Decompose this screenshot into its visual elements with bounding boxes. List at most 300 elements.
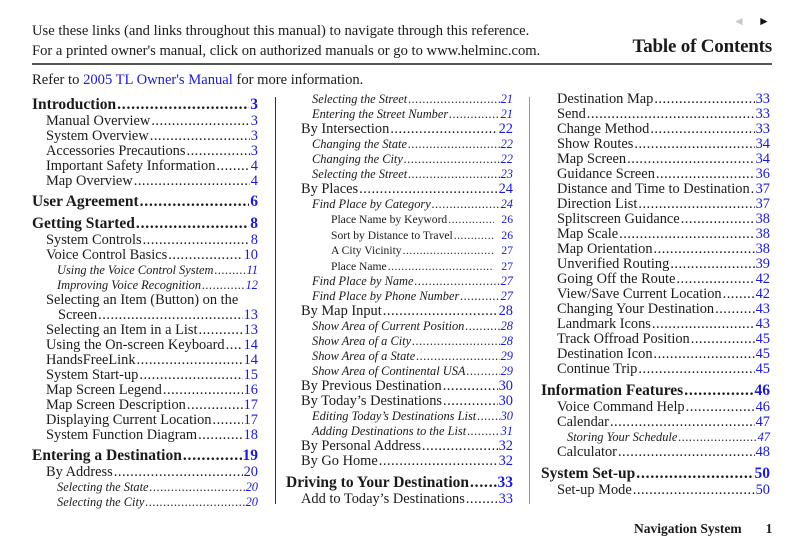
toc-entry-title: Map Overview [46, 173, 133, 189]
footer-page-number: 1 [765, 521, 773, 536]
dot-leader [212, 413, 242, 428]
toc-entry-title: Show Routes [557, 136, 634, 152]
toc-entry-link[interactable] [541, 227, 770, 242]
toc-page-number[interactable]: 24 [500, 197, 513, 211]
toc-subentry-link[interactable] [32, 480, 258, 495]
toc-entry-link[interactable] [32, 413, 258, 428]
toc-entry-link[interactable] [32, 338, 258, 353]
dot-leader [638, 362, 754, 377]
toc-entry-title: Changing Your Destination [557, 301, 715, 317]
toc-page-number[interactable]: 37 [755, 196, 770, 212]
toc-page-number[interactable]: 47 [757, 430, 770, 444]
toc-subentry-link[interactable] [301, 319, 513, 334]
toc-entry-link[interactable] [541, 347, 770, 362]
toc-entry-title: Driving to Your Destination [286, 474, 469, 491]
toc-page-number[interactable]: 21 [500, 107, 513, 121]
toc-subentry-link[interactable] [301, 107, 513, 122]
toc-page-number[interactable]: 3 [250, 143, 258, 159]
toc-entry-title: Displaying Current Location [46, 412, 212, 428]
toc-page-number[interactable]: 6 [250, 193, 258, 210]
toc-page-number[interactable]: 26 [501, 228, 513, 242]
toc-page-number[interactable]: 22 [500, 152, 513, 166]
toc-entry-link[interactable] [541, 302, 770, 317]
toc-section-link[interactable] [286, 473, 513, 492]
toc-entry-link[interactable] [541, 197, 770, 212]
dot-leader [467, 424, 499, 439]
toc-entry-title: Add to Today’s Destinations [301, 491, 465, 507]
toc-entry-title: Destination Icon [557, 346, 653, 362]
toc-page-number[interactable]: 20 [245, 495, 258, 509]
toc-entry-title: Introduction [32, 96, 117, 113]
toc-page-number[interactable]: 4 [250, 173, 258, 189]
dot-leader [226, 338, 243, 353]
toc-entry-link[interactable] [301, 394, 513, 409]
toc-page-number[interactable]: 13 [243, 307, 258, 323]
toc-entry-title: Destination Map [557, 91, 654, 107]
toc-entry-title: Unverified Routing [557, 256, 670, 272]
toc-entry-title: Sort by Distance to Travel [331, 228, 453, 242]
toc-entry-link[interactable] [541, 152, 770, 167]
toc-subentry-link[interactable] [541, 430, 770, 445]
dot-leader [638, 197, 754, 212]
dot-leader [618, 445, 755, 460]
toc-entry-title: Map Screen [557, 151, 627, 167]
toc-entry-link[interactable] [541, 445, 770, 460]
toc-page-number[interactable]: 20 [245, 480, 258, 494]
dot-leader [470, 473, 497, 492]
toc-page-number[interactable]: 27 [501, 244, 513, 257]
toc-subsubentry-link[interactable] [301, 212, 513, 228]
toc-page-number[interactable]: 45 [755, 361, 770, 377]
toc-entry-title: Selecting an Item (Button) on the [46, 292, 239, 308]
toc-subentry-link[interactable] [301, 424, 513, 439]
toc-page-number[interactable]: 21 [500, 92, 513, 106]
footer-section-title: Navigation System [634, 521, 742, 536]
toc-page-number[interactable]: 50 [754, 465, 770, 482]
toc-entry-link[interactable] [541, 182, 770, 197]
toc-entry-title: Manual Overview [46, 113, 151, 129]
toc-page-number[interactable]: 27 [501, 259, 513, 273]
toc-entry-title: Distance and Time to Destination [557, 181, 750, 197]
toc-page-number[interactable]: 46 [754, 382, 770, 399]
toc-entry-title: Calculator [557, 444, 617, 460]
next-page-arrow-icon[interactable]: ► [758, 14, 770, 28]
toc-page-number[interactable]: 29 [500, 349, 513, 363]
toc-page-number[interactable]: 14 [243, 337, 258, 353]
dot-leader [412, 334, 499, 349]
dot-leader [186, 144, 249, 159]
dot-leader [416, 349, 499, 364]
toc-subentry-link[interactable] [301, 274, 513, 289]
dot-leader [145, 495, 244, 510]
dot-leader [114, 465, 243, 480]
toc-section-link[interactable] [541, 464, 770, 483]
intro-line-2: For a printed owner's manual, click on authorized manuals or go to www.helminc.com. [32, 43, 541, 59]
dot-leader [415, 274, 500, 289]
toc-entry-title: Track Offroad Position [557, 331, 690, 347]
toc-entry-title: By Intersection [301, 121, 390, 137]
toc-entry-link[interactable] [541, 415, 770, 430]
toc-subentry-link[interactable] [301, 349, 513, 364]
toc-entry-link[interactable] [32, 248, 258, 263]
toc-entry-title: By Previous Destination [301, 378, 442, 394]
toc-entry-link[interactable] [541, 212, 770, 227]
dot-leader [150, 480, 245, 495]
toc-entry-title: Improving Voice Recognition [57, 278, 202, 292]
previous-page-arrow-icon[interactable]: ◄ [733, 14, 745, 28]
toc-subsubentry-link[interactable] [301, 243, 513, 259]
toc-entry-link[interactable] [32, 144, 258, 159]
toc-entry-title: Selecting the State [57, 480, 149, 494]
toc-entry-link[interactable] [301, 454, 513, 469]
toc-subentry-link[interactable] [301, 289, 513, 304]
refer-suffix: for more information. [232, 72, 364, 88]
toc-section-link[interactable] [32, 446, 258, 465]
toc-page-number[interactable]: 12 [245, 278, 258, 292]
toc-page-number[interactable]: 17 [243, 412, 258, 428]
toc-page-number[interactable]: 38 [755, 226, 770, 242]
toc-section-link[interactable] [32, 214, 258, 233]
toc-page-number[interactable]: 22 [500, 137, 513, 151]
toc-subentry-link[interactable] [301, 137, 513, 152]
toc-entry-title: Landmark Icons [557, 316, 651, 332]
dot-leader [650, 122, 754, 137]
toc-entry-title: Selecting the Street [312, 167, 408, 181]
dot-leader [477, 409, 499, 424]
toc-entry-link[interactable] [32, 368, 258, 383]
toc-page-number[interactable]: 17 [243, 397, 258, 413]
toc-subsubentry-link[interactable] [301, 228, 513, 244]
toc-entry-link[interactable] [32, 233, 258, 248]
refer-line [32, 70, 363, 90]
toc-entry-link[interactable] [541, 287, 770, 302]
toc-page-number[interactable]: 33 [497, 474, 513, 491]
toc-entry-link[interactable] [301, 304, 513, 319]
toc-page-number[interactable]: 3 [250, 96, 258, 113]
toc-subentry-link[interactable] [32, 495, 258, 510]
dot-leader [143, 233, 250, 248]
toc-entry-link[interactable] [32, 465, 258, 480]
toc-page-number[interactable]: 32 [498, 453, 513, 469]
toc-page-number[interactable]: 18 [243, 427, 258, 443]
toc-column-2 [286, 92, 513, 507]
toc-subentry-link[interactable] [32, 278, 258, 293]
toc-entry-title: Important Safety Information [46, 158, 216, 174]
dot-leader [168, 248, 242, 263]
dot-leader [751, 182, 755, 197]
toc-entry-title: Adding Destinations to the List [312, 424, 467, 438]
toc-page-number[interactable]: 28 [498, 303, 513, 319]
toc-page-number[interactable]: 38 [755, 211, 770, 227]
toc-page-number[interactable]: 31 [500, 424, 513, 438]
toc-entry-title: Place Name [331, 259, 387, 273]
toc-entry-title: Guidance Screen [557, 166, 655, 182]
toc-entry-title: Splitscreen Guidance [557, 211, 680, 227]
toc-page-number[interactable]: 39 [755, 256, 770, 272]
toc-page-number[interactable]: 20 [243, 464, 258, 480]
toc-page-number[interactable]: 33 [755, 121, 770, 137]
toc-entry-link[interactable] [32, 159, 258, 174]
dot-leader [388, 259, 495, 275]
toc-entry-title: By Places [301, 181, 359, 197]
toc-entry-title: System Controls [46, 232, 142, 248]
toc-page-number[interactable]: 33 [498, 491, 513, 507]
toc-entry-title: By Address [46, 464, 113, 480]
toc-subentry-link[interactable] [301, 152, 513, 167]
dot-leader [670, 257, 754, 272]
toc-entry-title: Show Area of Continental USA [312, 364, 466, 378]
toc-page-number[interactable]: 28 [500, 319, 513, 333]
toc-page-number[interactable]: 3 [250, 113, 258, 129]
toc-entry-link[interactable] [541, 242, 770, 257]
dot-leader [187, 398, 243, 413]
toc-page-number[interactable]: 15 [243, 367, 258, 383]
toc-entry-link[interactable] [541, 137, 770, 152]
toc-entry-title: View/Save Current Location [557, 286, 722, 302]
toc-section-link[interactable] [32, 95, 258, 114]
toc-page-number[interactable]: 23 [500, 167, 513, 181]
toc-entry-link[interactable] [541, 483, 770, 498]
toc-page-number[interactable]: 30 [500, 409, 513, 423]
dot-leader [443, 379, 498, 394]
toc-entry-link[interactable] [32, 353, 258, 368]
toc-entry-link[interactable] [32, 398, 258, 413]
toc-page-number[interactable]: 48 [755, 444, 770, 460]
toc-subentry-link[interactable] [301, 92, 513, 107]
toc-entry-title: Information Features [541, 382, 684, 399]
toc-page-number[interactable]: 13 [243, 322, 258, 338]
dot-leader [98, 308, 242, 323]
toc-entry-title: Direction List [557, 196, 638, 212]
dot-leader [214, 263, 245, 278]
toc-page-number[interactable]: 29 [500, 364, 513, 378]
dot-leader [408, 167, 499, 182]
toc-page-number[interactable]: 30 [498, 393, 513, 409]
dot-leader [422, 439, 498, 454]
toc-entry-link[interactable] [301, 379, 513, 394]
toc-entry-link[interactable] [541, 272, 770, 287]
toc-entry-title: Show Area of a State [312, 349, 416, 363]
toc-entry-link[interactable] [541, 257, 770, 272]
toc-page-number[interactable]: 36 [755, 166, 770, 182]
toc-page-number[interactable]: 27 [500, 274, 513, 288]
dot-leader [449, 107, 499, 122]
toc-page-number[interactable]: 16 [243, 382, 258, 398]
dot-leader [610, 415, 755, 430]
toc-subentry-link[interactable] [301, 197, 513, 212]
dot-leader [656, 167, 755, 182]
dot-leader [654, 347, 755, 362]
dot-leader [678, 430, 756, 445]
toc-page-number[interactable]: 33 [755, 106, 770, 122]
dot-leader [216, 159, 249, 174]
toc-entry-link[interactable] [541, 167, 770, 182]
dot-leader [404, 152, 500, 167]
dot-leader [432, 197, 500, 212]
toc-entry-link[interactable] [541, 362, 770, 377]
toc-entry-title: Using the Voice Control System [57, 263, 214, 277]
toc-entry-title: By Map Input [301, 303, 382, 319]
dot-leader [467, 364, 500, 379]
dot-leader [633, 483, 755, 498]
toc-entry-link[interactable] [32, 323, 258, 338]
toc-page-number[interactable]: 43 [755, 316, 770, 332]
dot-leader [136, 214, 249, 233]
toc-page-number[interactable]: 28 [500, 334, 513, 348]
toc-entry-title: Map Scale [557, 226, 619, 242]
page-footer [634, 521, 772, 537]
toc-subentry-link[interactable] [301, 409, 513, 424]
toc-entry-title: Show Area of Current Position [312, 319, 465, 333]
toc-entry-link[interactable] [32, 428, 258, 443]
dot-leader [443, 394, 498, 409]
toc-page-number[interactable]: 42 [755, 286, 770, 302]
dot-leader [466, 492, 498, 507]
toc-entry-link[interactable] [301, 182, 513, 197]
toc-page-number[interactable]: 45 [755, 346, 770, 362]
toc-page-number[interactable]: 27 [500, 289, 513, 303]
toc-entry-title: Entering a Destination [32, 447, 182, 464]
toc-page-number[interactable]: 24 [498, 181, 513, 197]
toc-subentry-link[interactable] [32, 263, 258, 278]
dot-leader [465, 319, 499, 334]
toc-entry-link[interactable] [301, 122, 513, 137]
toc-page-number[interactable]: 42 [755, 271, 770, 287]
toc-entry-link[interactable] [32, 129, 258, 144]
dot-leader [383, 304, 498, 319]
toc-page-number[interactable]: 19 [242, 447, 258, 464]
toc-page-number[interactable]: 10 [243, 247, 258, 263]
toc-entry-title: Voice Command Help [557, 399, 685, 415]
dot-leader [408, 137, 500, 152]
toc-entry-link[interactable] [301, 439, 513, 454]
intro-text [32, 21, 540, 61]
toc-entry-title: System Function Diagram [46, 427, 198, 443]
dot-leader [202, 278, 245, 293]
toc-entry-title: Selecting the Street [312, 92, 408, 106]
toc-entry-title: Map Screen Legend [46, 382, 162, 398]
toc-entry-title: Storing Your Schedule [567, 430, 678, 444]
dot-leader [627, 152, 754, 167]
toc-entry-title: System Set-up [541, 465, 636, 482]
toc-page-number[interactable]: 34 [755, 151, 770, 167]
toc-page-number[interactable]: 37 [755, 181, 770, 197]
toc-page-number[interactable]: 45 [755, 331, 770, 347]
toc-entry-link[interactable] [541, 400, 770, 415]
toc-page-number[interactable]: 26 [501, 213, 513, 226]
toc-subsubentry-link[interactable] [301, 259, 513, 275]
dot-leader [634, 137, 754, 152]
toc-page-number[interactable]: 46 [755, 399, 770, 415]
toc-entry-title: Show Area of a City [312, 334, 412, 348]
dot-leader [198, 323, 242, 338]
toc-entry-title: Changing the City [312, 152, 403, 166]
toc-page-number[interactable]: 8 [250, 215, 258, 232]
dot-leader [723, 287, 755, 302]
toc-entry-title: Find Place by Name [312, 274, 414, 288]
toc-entry-title-cont: Screen [58, 307, 98, 323]
toc-entry-title: By Go Home [301, 453, 378, 469]
toc-page-number[interactable]: 22 [498, 121, 513, 137]
toc-entry-title: System Overview [46, 128, 149, 144]
dot-leader [454, 228, 495, 244]
dot-leader [686, 400, 755, 415]
toc-entry-title: Editing Today’s Destinations List [312, 409, 477, 423]
toc-page-number[interactable]: 43 [755, 301, 770, 317]
dot-leader [654, 242, 755, 257]
toc-entry-title: Find Place by Category [312, 197, 431, 211]
toc-entry-link[interactable] [541, 92, 770, 107]
toc-entry-link[interactable] [301, 492, 513, 507]
dot-leader [684, 381, 753, 400]
toc-entry-title: User Agreement [32, 193, 139, 210]
toc-entry-link[interactable] [541, 107, 770, 122]
toc-page-number[interactable]: 32 [498, 438, 513, 454]
toc-page-number[interactable]: 3 [250, 128, 258, 144]
toc-entry-link[interactable] [32, 114, 258, 129]
toc-entry-title: Set-up Mode [557, 482, 632, 498]
toc-entry-title: Selecting the City [57, 495, 145, 509]
toc-page-number[interactable]: 50 [755, 482, 770, 498]
toc-entry-link[interactable] [541, 122, 770, 137]
intro-line-1: Use these links (and links throughout this manual) to navigate through this reference. [32, 23, 530, 39]
toc-entry-link[interactable] [32, 383, 258, 398]
dot-leader [460, 289, 499, 304]
toc-page-number[interactable]: 33 [755, 91, 770, 107]
toc-entry-link[interactable] [541, 317, 770, 332]
toc-section-link[interactable] [541, 381, 770, 400]
dot-leader [587, 107, 755, 122]
toc-section-link[interactable] [32, 192, 258, 211]
toc-subentry-link[interactable] [301, 364, 513, 379]
toc-entry-title: Map Screen Description [46, 397, 186, 413]
toc-entry-link[interactable] [541, 332, 770, 347]
dot-leader [403, 243, 495, 259]
dot-leader [691, 332, 755, 347]
toc-subentry-link[interactable] [301, 167, 513, 182]
toc-page-number[interactable]: 34 [755, 136, 770, 152]
toc-page-number[interactable]: 14 [243, 352, 258, 368]
dot-leader [183, 446, 242, 465]
toc-page-number[interactable]: 8 [250, 232, 258, 248]
toc-page-number[interactable]: 4 [250, 158, 258, 174]
dot-leader [163, 383, 243, 398]
toc-column-3 [541, 92, 770, 498]
dot-leader [117, 95, 249, 114]
toc-entry-continuation [46, 308, 258, 323]
toc-entry-title: Place Name by Keyword [331, 213, 448, 226]
toc-entry-link[interactable] [32, 174, 258, 189]
toc-entry-link[interactable] [32, 293, 258, 323]
toc-page-number[interactable]: 38 [755, 241, 770, 257]
toc-subentry-link[interactable] [301, 334, 513, 349]
toc-entry-title: By Personal Address [301, 438, 421, 454]
toc-entry-title: Using the On-screen Keyboard [46, 337, 225, 353]
toc-entry-title: Selecting an Item in a List [46, 322, 198, 338]
toc-page-number[interactable]: 47 [755, 414, 770, 430]
toc-column-1 [32, 92, 258, 510]
dot-leader [140, 192, 250, 211]
page-nav [728, 14, 775, 29]
toc-page-number[interactable]: 11 [246, 263, 258, 277]
dot-leader [619, 227, 754, 242]
dot-leader [359, 182, 497, 197]
dot-leader [408, 92, 499, 107]
column-divider-left [275, 97, 276, 504]
owners-manual-link[interactable]: 2005 TL Owner's Manual [83, 72, 233, 88]
toc-entry-title: Find Place by Phone Number [312, 289, 460, 303]
toc-page-number[interactable]: 30 [498, 378, 513, 394]
